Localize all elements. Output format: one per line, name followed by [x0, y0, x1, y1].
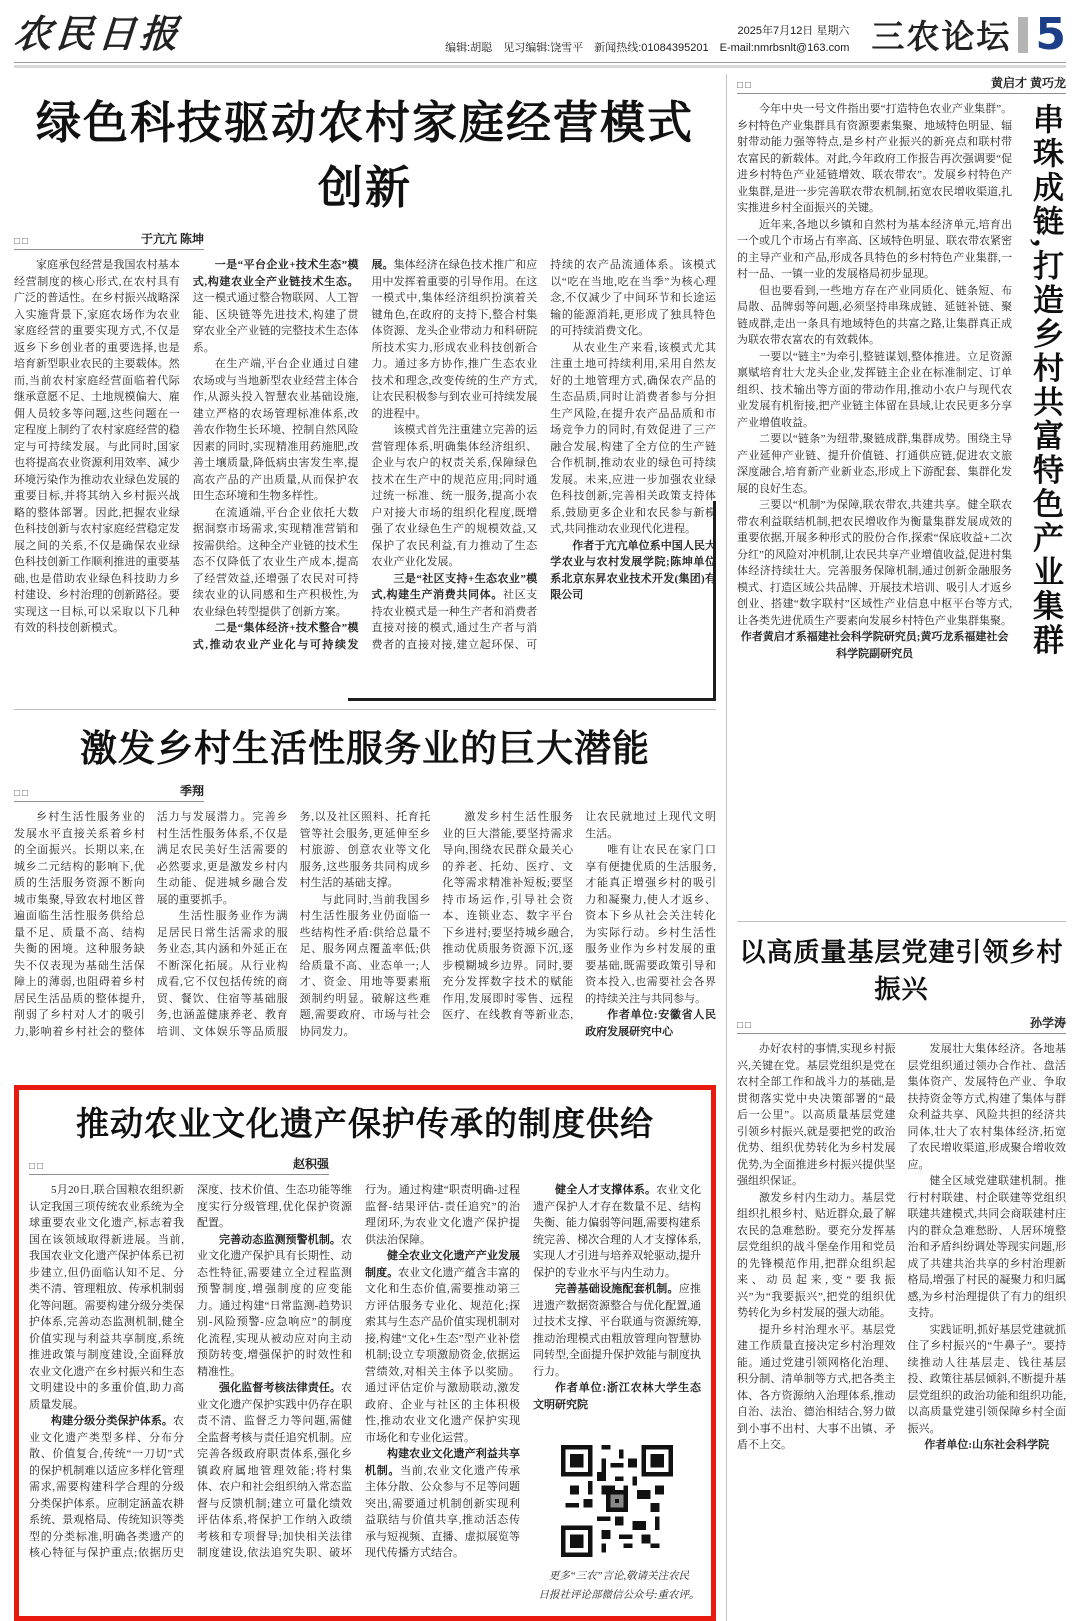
paragraph: 构建分级分类保护体系。农业文化遗产类型多样、分布分散、价值复合,传统“一刀切”式的保护机制难以适应多样化管理需求,需要构建科学合理的分级分类保护体系。应制定涵盖农耕系统、景观格局、传统知识等类型的分类标准,明确各类遗产的核心特征与保护重点;依据历史深度、技术价值、生态功能等维度实行分级管理,优化保护资源配置。 — [29, 1184, 352, 1559]
section-title: 三农论坛 — [871, 17, 1012, 56]
byline: 季翔 — [179, 784, 204, 798]
vertical-headline: 串珠成链,打造乡村共富特色产业集群 — [1028, 103, 1063, 658]
paragraph: 在流通端,平台企业依托大数据洞察市场需求,实现精准营销和按需供给。这种全产业链的技术生态不仅降低了农业生产成本,提高了经营效益,还增强了农民对可持续农业的认同感和生产积极性,为农业绿色转型提供了创新方案。 — [192, 506, 359, 618]
paragraph: 健全农业文化遗产产业发展制度。农业文化遗产蕴含丰富的文化和生态价值,需要推动第三方评估服务专业化、规范化;探索其与生态产品价值实现机制对接,构建“文化+生态”型产业补偿机制;设立专项激励资金,依据运营绩效,对相关主体予以奖励。通过评估定价与激励联动,激发政府、企业与社区的主体积极性,推动农业文化遗产保护实现市场化和专业化运营。 — [365, 1250, 520, 1444]
editor-info: 编辑:胡聪 见习编辑:饶雪平 新闻热线:01084395201 E-mail:nmrbsnlt@163.com — [445, 42, 850, 55]
paragraph: 从农业生产来看,该模式尤其注重土地可持续利用,采用自然友好的土地管理方式,确保农产品的生态品质,同时让消费者参与分担生产风险,在提升农产品品质和市场竞争力的同时,有效促进了三产融合发展,构建了全方位的生产链合作机制,推动农业的绿色可持续发展。未来,应进一步加强农业绿色科技创新,完善相关政策支持体系,鼓励更多企业和农民参与新模式,共同推动农业现代化进程。 — [550, 341, 716, 535]
paragraph: 二要以“链条”为纽带,聚链成群,集群成势。围绕主导产业延伸产业链、提升价值链、打通供应链,促进农文旅深度融合,培育新产业新业态,形成上下游配套、集群化发展的良好生态。 — [737, 433, 1013, 495]
page-content — [14, 74, 1066, 1621]
section-block — [871, 8, 1066, 60]
paragraph-lead: 二是“集体经济+技术整合”模式,推动农业产业化与可持续发展。 — [192, 259, 394, 651]
paragraph: 今年中央一号文件指出要“打造特色农业产业集群”。乡村特色产业集群具有资源要素集聚、地域特色明显、辐射带动能力强等特点,是乡村产业振兴的新亮点和联村带农富民的新载体。对此,今年政府工作报告再次强调要“促进乡村特色产业延链增效、联农带农”。发展乡村特色产业集群,是进一步完善联农带农机制,拓宽农民增收渠道,扎实推进乡村全面振兴的关键。 — [737, 103, 1013, 214]
section-divider-bar — [1018, 17, 1028, 53]
author-note: 作者单位:浙江农林大学生态文明研究院 — [533, 1382, 701, 1411]
paragraph: 实践证明,抓好基层党建就抓住了乡村振兴的“牛鼻子”。要持续推动人往基层走、钱往基层投、政策往基层倾斜,不断提升基层党组织的政治功能和组织功能,以高质量党建引领保障乡村全面振兴。 — [907, 1323, 1066, 1435]
page-number: 5 — [1035, 8, 1066, 60]
article-body — [14, 809, 716, 1077]
left-column — [14, 74, 716, 1621]
right-column — [726, 74, 1066, 1621]
paragraph: 但也要看到,一些地方存在产业同质化、链条短、布局散、品牌弱等问题,必须坚持串珠成链、延链补链、聚链成群,走出一条具有地域特色的共富之路,让集群真正成为联农带农富农的有效载体。 — [737, 284, 1013, 346]
article-body — [29, 1182, 701, 1606]
qr-code — [561, 1445, 673, 1557]
paragraph: 三要以“机制”为保障,联农带农,共建共享。健全联农带农利益联结机制,把农民增收作为衡量集群发展成效的重要依据,开展多种形式的股份合作,探索“保底收益+二次分红”的风险对冲机制,让农民共享产业增值收益,促进村集体经济持续壮大。完善服务保障机制,通过创新金融服务模式、打造区域公共品牌、开展技术培训、吸引人才返乡创业、搭建“数字联村”区域性产业信息中枢平台等方式,让各类先进优质生产要素向发展乡村特色产业集群集聚。 — [737, 499, 1013, 627]
author-note: 作者单位:安徽省人民政府发展研究中心 — [585, 1009, 716, 1038]
byline-row — [14, 782, 204, 802]
publication-info — [445, 23, 871, 58]
byline-row — [29, 1155, 329, 1175]
article-heritage — [29, 1098, 701, 1606]
paragraph: 该模式首先注重建立完善的运营管理体系,明确集体经济组织、企业与农户的权责关系,保障绿色技术在生产中的规范应用;同时通过统一标准、统一服务,提高小农户对接大市场的组织化程度,既增强了农业绿色生产的规模效益,又保护了农民利益,有力推动了生态农业产业化发展。 — [371, 424, 538, 568]
black-corner-rule — [348, 501, 716, 701]
last-column — [533, 1182, 701, 1606]
paragraph-lead: 健全农业文化遗产产业发展制度。 — [365, 1250, 520, 1279]
paragraph: 一要以“链主”为牵引,整链谋划,整体推进。立足资源禀赋培育壮大龙头企业,发挥链主企业在标准制定、订单组织、技术输出等方面的带动作用,推动小农户与现代农业发展有机衔接,把产业链主体留在县域,让农民更多分享产业增值收益。 — [737, 350, 1013, 429]
horizontal-divider — [737, 921, 1066, 922]
byline: 黄启才 黄巧龙 — [990, 76, 1066, 90]
paragraph: 在生产端,平台企业通过自建农场或与当地新型农业经营主体合作,从源头投入智慧农业基础设施,建立严格的农场管理标准体系,改善农作物生长环境、控制自然风险因素的同时,实现精准用药施肥,改善土壤质量,降低病虫害发生率,提高农产品的产出质量,从而保护农田生态环境和生物多样性。 — [192, 358, 359, 502]
paragraph: 家庭承包经营是我国农村基本经营制度的核心形式,在农村具有广泛的普适性。在乡村振兴战略深入实施背景下,家庭农场作为农业家庭经营的重要实现方式,不仅是返乡下乡创业者的重要选择,也是培育新型职业农民的主要载体。然而,当前农村家庭经营面临着代际继承意愿不足、土地规模偏大、雇佣人员较多等问题,这些问题在一定程度上制约了农村家庭经营的稳定与可持续发展。与此同时,国家也将提高农业资源利用效率、减少环境污染作为推动农业绿色发展的重要目标,并将其纳入乡村振兴战略的整体部署。因此,把握农业绿色科技创新与农村家庭经营稳定发展之间的关系,不仅是确保农业绿色科技创新工作顺利推进的重要基础,也是借助农业绿色科技助力乡村建设、乡村治理的创新路径。要实现这一目标,可以采取以下几种有效的科技创新模式。 — [14, 259, 180, 634]
article-services — [14, 718, 716, 1077]
paragraph-lead: 三是“社区支持+生态农业”模式,构建生产消费共同体。 — [371, 572, 538, 601]
paragraph-lead: 完善基础设施配套机制。 — [555, 1283, 679, 1295]
paragraph: 办好农村的事情,实现乡村振兴,关键在党。基层党组织是党在农村全部工作和战斗力的基础,是贯彻落实党中央决策部署的“最后一公里”。以高质量基层党建引领乡村振兴,就是要把党的政治优势、组织优势转化为乡村发展优势,为全面推进乡村振兴提供坚强组织保证。 — [737, 1043, 896, 1187]
byline: 赵积强 — [292, 1157, 329, 1171]
paragraph: 近年来,各地以乡镇和自然村为基本经济单元,培育出一个或几个市场占有率高、区域特色明显、联农带农紧密的主导产业和产品,形成各具特色的乡村特色产业集群,一村一品、一镇一业的发展格局初步显现。 — [737, 218, 1013, 280]
byline-row — [737, 74, 1066, 94]
article-cluster — [737, 74, 1066, 913]
qr-caption: 更多“三农”言论,敬请关注农民 日报社评论部微信公众号:重农评。 — [538, 1571, 700, 1602]
paragraph: 乡村生活性服务业的发展水平直接关系着乡村的全面振兴。长期以来,在城乡二元结构的影响下,优质的生活服务资源不断向城市集聚,导致农村地区普遍面临生活性服务供给总量不足、质量不高、结构失衡的困境。这种服务缺失不仅表现为基础生活保障上的薄弱,也阻碍着乡村居民生活品质的整体提升,削弱了乡村对人才的吸引力,影响着乡村社会的整体活力与发展潜力。完善乡村生活性服务体系,不仅是满足农民美好生活需要的必然要求,更是激发乡村内生动能、促进城乡融合发展的重要抓手。 — [14, 811, 288, 1038]
paragraph: 发展壮大集体经济。各地基层党组织通过领办合作社、盘活集体资产、发展特色产业、争取扶持资金等方式,构建了集体与群众利益共享、风险共担的经济共同体,壮大了农村集体经济,拓宽了农民增收渠道,形成聚合增收效应。 — [907, 1043, 1066, 1171]
horizontal-divider — [14, 709, 716, 710]
paragraph: 生活性服务业作为满足居民日常生活需求的服务业态,其内涵和外延正在不断深化拓展。从行业构成看,它不仅包括传统的商贸、餐饮、住宿等基础服务,也涵盖健康养老、教育培训、文体娱乐等品质服务,以及社区照料、托育托管等社会服务,更延伸至乡村旅游、创意农业等文化服务,这些服务共同构成乡村生活的基础支撑。 — [156, 811, 431, 1038]
article-party-building — [737, 932, 1066, 1569]
paragraph-lead: 完善动态监测预警机制。 — [219, 1233, 341, 1246]
article-body — [737, 1041, 1066, 1569]
paragraph-lead: 强化监督考核法律责任。 — [219, 1382, 341, 1394]
paragraph: 提升乡村治理水平。基层党建工作质量直接决定乡村治理效能。通过党建引领网格化治理、积分制、清单制等方式,把各类主体、各方资源纳入治理体系,推动自治、法治、德治相结合,努力做到小事不出村、大事不出镇、矛盾不上交。 — [737, 1323, 896, 1451]
article-title: 以高质量基层党建引领乡村振兴 — [739, 938, 1064, 1004]
byline-marks: □□ — [14, 236, 31, 247]
paragraph: 一是“平台企业+技术生态”模式,构建农业全产业链技术生态。这一模式通过整合物联网、人工智能、区块链等先进技术,构建了贯穿农业全产业链的完整技术生态体系。 — [192, 259, 359, 354]
author-note: 作者黄启才系福建社会科学院研究员;黄巧龙系福建社会科学院副研究员 — [740, 631, 1009, 660]
paragraph: 健全区域党建联建机制。推行村村联建、村企联建等党组织联建共建模式,共同会商联建村庄内的群众急难愁盼、人居环境整治和矛盾纠纷调处等现实问题,形成了共建共治共享的乡村治理新格局,增强了村民的凝聚力和归属感,为乡村治理提供了有力的组织支持。 — [907, 1175, 1066, 1319]
paragraph: 完善动态监测预警机制。农业文化遗产保护具有长期性、动态性特征,需要建立全过程监测预警制度,增强制度的应变能力。通过构建“日常监测-趋势识别-风险预警-应急响应”的制度化流程,实现从被动应对向主动预防转变,增强保护的时效性和精准性。 — [197, 1233, 352, 1378]
article-title: 激发乡村生活性服务业的巨大潜能 — [80, 729, 650, 770]
byline-marks: □□ — [14, 788, 31, 799]
article-title: 推动农业文化遗产保护传承的制度供给 — [76, 1107, 654, 1143]
byline-marks: □□ — [737, 1020, 754, 1031]
paragraph-lead: 一是“平台企业+技术生态”模式,构建农业全产业链技术生态。 — [192, 259, 359, 288]
paragraph: 与此同时,当前我国乡村生活性服务业仍面临一些结构性矛盾:供给总量不足、服务网点覆盖率低;供给质量不高、业态单一;人才、资金、用地等要素瓶颈制约明显。破解这些难题,需要政府、市场与社会协同发力。 — [299, 893, 431, 1038]
page-header — [14, 6, 1066, 58]
paragraph: 5月20日,联合国粮农组织新认定我国三项传统农业系统为全球重要农业文化遗产,标志着我国在该领域取得新进展。当前,我国农业文化遗产保护体系已初步建立,但仍面临认知不足、分类不清、管理粗放、传承机制弱化等问题。需要构建分级分类保护体系,完善动态监测机制,健全价值实现与利益共享制度,系统推进政策与制度建设,全面释放农业文化遗产在乡村振兴和生态文明建设中的多重价值,助力高质量发展。 — [29, 1184, 184, 1411]
byline-row — [737, 1014, 1066, 1034]
byline-marks: □□ — [737, 80, 754, 91]
article-green-tech — [14, 86, 716, 701]
paragraph: 激发乡村生活性服务业的巨大潜能,要坚持需求导向,围绕农民群众最关心的养老、托幼、医疗、文化等需求精准补短板;要坚持市场运作,引导社会资本、连锁业态、数字平台下乡进村;要坚持城乡融合,推动优质服务资源下沉,逐步模糊城乡边界。同时,要充分发挥数字技术的赋能作用,发展即时零售、远程医疗、在线教育等新业态,让农民就地过上现代文明生活。 — [442, 811, 716, 1021]
highlight-red-box — [14, 1085, 716, 1621]
byline-marks: □□ — [29, 1161, 46, 1172]
publication-date: 2025年7月12日 星期六 — [737, 24, 850, 37]
paragraph-lead: 构建分级分类保护体系。 — [51, 1415, 173, 1427]
paragraph: 二是“集体经济+技术整合”模式,推动农业产业化与可持续发展。集体经济在绿色技术推广和应用中发挥着重要的引导作用。在这一模式中,集体经济组织扮演着关键角色,在政府的支持下,整合村集体资源、龙头企业带动力和科研院所技术实力,形成农业科技创新合力。通过多方协作,推广生态农业技术和理念,改变传统的生产方式,让农民积极参与到农业可持续发展的进程中。 — [192, 259, 538, 651]
masthead-logo: 农民日报 — [12, 14, 184, 56]
paragraph: 强化监督考核法律责任。农业文化遗产保护实践中仍存在职责不清、监督乏力等问题,需健全监督考核与责任追究机制。应完善各级政府职责体系,强化乡镇政府属地管理效能;将村集体、农户和社会组织纳入常态监督与反馈机制;建立可量化绩效评估体系,将保护工作纳入政绩考核和专项督导;加快相关法律制度建设,依法追究失职、破坏行为。通过构建“职责明确-过程监督-结果评估-责任追究”的治理闭环,为农业文化遗产保护提供法治保障。 — [197, 1184, 520, 1559]
byline-row — [14, 230, 204, 250]
paragraph-lead: 健全人才支撑体系。 — [555, 1184, 657, 1196]
qr-block — [533, 1445, 701, 1606]
byline: 于亢亢 陈坤 — [140, 232, 204, 246]
article-title: 绿色科技驱动农村家庭经营模式创新 — [35, 98, 694, 213]
paragraph: 完善基础设施配套机制。应推进遗产数据资源整合与优化配置,通过技术支撑、平台联通与资源统筹,推动治理模式由粗放管理向智慧协同转型,全面提升保护效能与制度执行力。 — [533, 1283, 701, 1378]
paragraph-lead: 构建农业文化遗产利益共享机制。 — [365, 1448, 520, 1477]
paragraph: 唯有让农民在家门口享有便捷优质的生活服务,才能真正增强乡村的吸引力和凝聚力,使人才返乡、资本下乡从社会关注转化为实际行动。乡村生活性服务业作为乡村发展的重要基础,既需要政策引导和资本投入,也需要社会各界的持续关注与共同参与。 — [585, 844, 716, 1005]
author-note: 作者于亢亢单位系中国人民大学农业与农村发展学院;陈坤单位系北京东昇农业技术开发(集团)有限公司 — [550, 539, 716, 601]
header-rule — [14, 62, 1066, 68]
paragraph: 构建农业文化遗产利益共享机制。当前,农业文化遗产传承主体分散、公众参与不足等问题突出,需要通过机制创新实现利益联结与价值共享,推动活态传承与短视频、直播、虚拟展览等现代传播方式结合。 — [365, 1448, 520, 1559]
paragraph: 激发乡村内生动力。基层党组织扎根乡村、贴近群众,最了解农民的急难愁盼。要充分发挥基层党组织的战斗堡垒作用和党员的先锋模范作用,把群众组织起来、动员起来,变“要我振兴”为“我要振兴”,把党的组织优势转化为乡村发展的强大动能。 — [737, 1191, 896, 1319]
paragraph: 健全人才支撑体系。农业文化遗产保护人才存在数量不足、结构失衡、能力偏弱等问题,需要构建系统完善、梯次合理的人才支撑体系,实现人才引进与培养双轮驱动,提升保护的专业水平与内生动力。 — [533, 1184, 701, 1279]
body-columns — [29, 1182, 520, 1606]
byline: 孙学涛 — [1029, 1016, 1066, 1030]
author-note: 作者单位:山东社会科学院 — [924, 1439, 1050, 1451]
paragraph: 三是“社区支持+生态农业”模式,构建生产消费共同体。社区支持农业模式是一种生产者和消费者直接对接的模式,通过生产者与消费者的直接对接,建立起环保、可持续的农产品流通体系。该模式以“吃在当地,吃在当季”为核心理念,不仅减少了中间环节和长途运输的能源消耗,更形成了独具特色的可持续消费文化。 — [371, 259, 716, 651]
article-body — [737, 101, 1066, 913]
